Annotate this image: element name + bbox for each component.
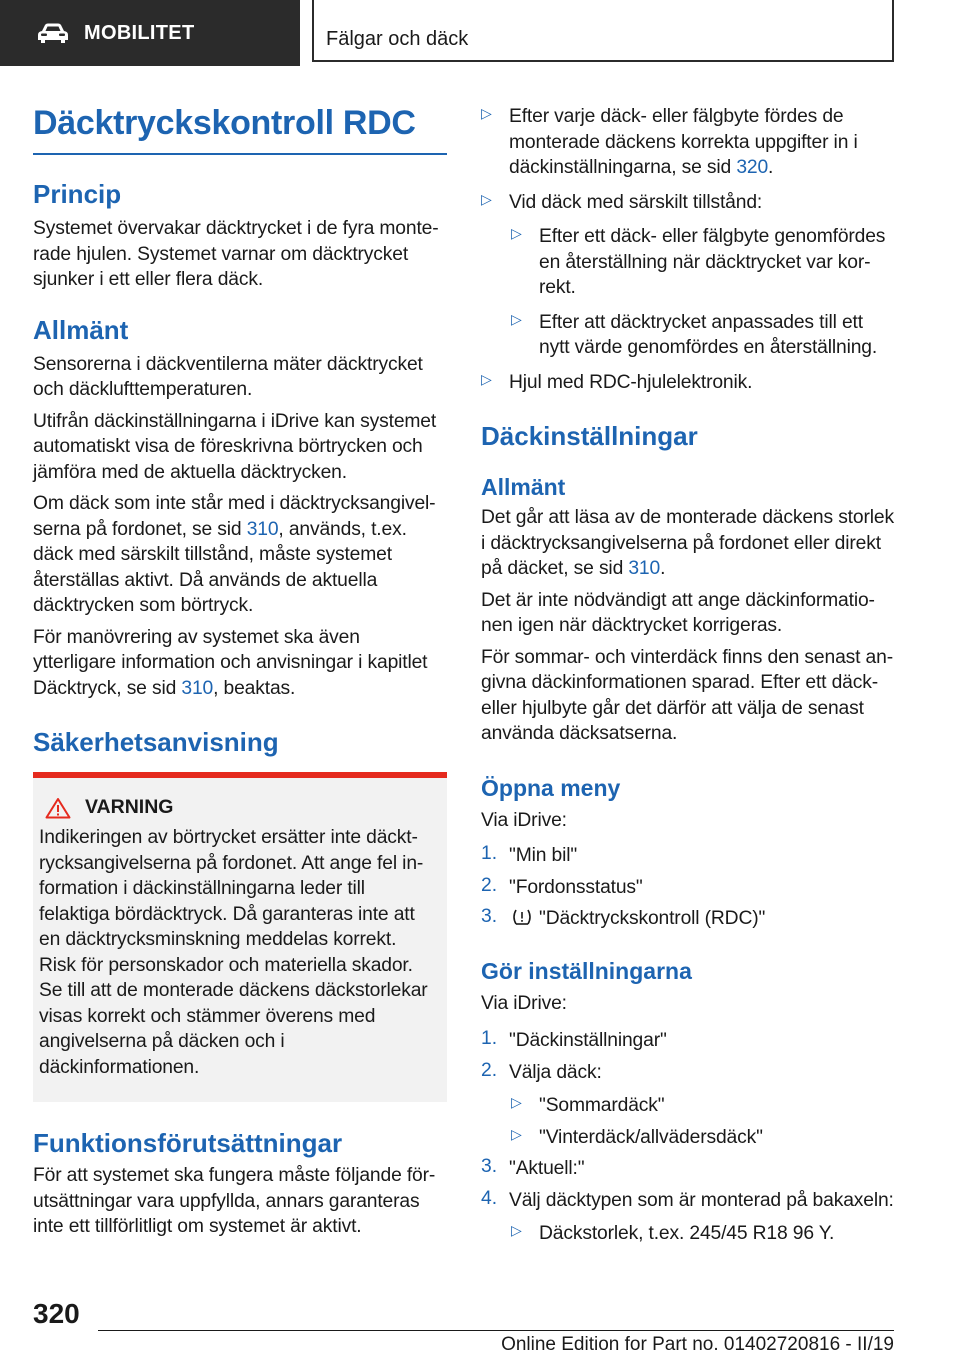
triangle-bullet-icon: ▷	[511, 310, 522, 327]
page-header	[0, 0, 960, 66]
list-item	[511, 310, 895, 361]
triangle-bullet-icon: ▷	[511, 225, 522, 241]
list-item	[481, 1060, 895, 1086]
warning-box	[33, 772, 447, 1102]
list-number: 2.	[481, 1059, 498, 1081]
warning-title	[39, 796, 437, 819]
chapter-tab	[312, 0, 894, 62]
left-column	[33, 100, 447, 1240]
allmant-p1: Sensorerna i däckventilerna mäter däcktrycket och däcklufttemperaturen.	[33, 353, 423, 400]
list-item	[481, 1188, 895, 1214]
allmant-p4	[33, 625, 447, 702]
page-link-310[interactable]: 310	[628, 558, 661, 579]
list-item	[481, 906, 895, 932]
heading-princip: Princip	[33, 179, 122, 209]
list-item	[511, 1221, 895, 1247]
triangle-bullet-icon: ▷	[481, 190, 492, 207]
list-item	[511, 1093, 895, 1119]
warning-triangle-icon	[45, 797, 71, 819]
step-text: Välja däck:	[509, 1061, 602, 1083]
dackinst-p2: Det är inte nödvändigt att ange däckinformationen igen när däcktrycket korrigeras.	[481, 589, 875, 636]
allmant-p3-text: Om däck som inte står med i däcktrycksangivelserna på fordonet, se sid	[33, 493, 436, 540]
heading-funktion: Funktionsförutsättningar	[33, 1128, 343, 1158]
right-column	[481, 100, 895, 1247]
page-link-320[interactable]: 320	[736, 157, 769, 178]
warning-label: VARNING	[85, 796, 174, 818]
princip-text: Systemet övervakar däcktrycket i de fyra monterade hjulen. Systemet varnar om däcktrycket sjunker i ett eller flera däck.	[33, 218, 439, 290]
triangle-bullet-icon: ▷	[511, 1094, 522, 1110]
list-item	[481, 104, 895, 181]
heading-sakerhet: Säkerhetsanvisning	[33, 727, 279, 757]
heading-allmant-2: Allmänt	[481, 474, 566, 500]
list-number: 1.	[481, 843, 498, 864]
allmant-p4-text-end: , beaktas.	[213, 677, 296, 699]
list-number: 3.	[481, 906, 498, 927]
heading-gor-installningarna: Gör inställningarna	[481, 957, 692, 984]
bullet-text: Hjul med RDC-hjulelektronik.	[509, 371, 753, 393]
heading-allmant: Allmänt	[33, 314, 129, 345]
triangle-bullet-icon: ▷	[481, 370, 492, 387]
step-text: Välj däcktypen som är monterad på bakaxeln:	[509, 1189, 894, 1211]
page-link-310[interactable]: 310	[246, 518, 279, 540]
list-number: 2.	[481, 874, 498, 896]
oppna-via: Via iDrive:	[481, 809, 567, 831]
triangle-bullet-icon: ▷	[481, 105, 492, 121]
section-label: MOBILITET	[84, 21, 195, 44]
bullet-text: "Vinterdäck/allvädersdäck"	[539, 1126, 763, 1148]
heading-dackinstallningar: Däckinställningar	[481, 421, 698, 451]
list-item	[481, 190, 895, 216]
list-item	[481, 875, 895, 901]
step-text: "Aktuell:"	[509, 1158, 585, 1179]
warning-text: Indikeringen av börtrycket ersätter inte däcktrycksangivelserna på fordonet. Att ange fel information i däckinställningarna leder till felaktiga bördäcktryck. Då garanteras inte att en däcktrycksminskning meddelas korrekt. Risk för personskador och materiella skador. Se till att de monterade däckens däckstorlekar visas korrekt och stämmer överens med angivelserna på däcken och i däckinformationen.	[39, 827, 428, 1078]
list-item	[481, 1156, 895, 1182]
page-link-310[interactable]: 310	[181, 677, 214, 699]
list-item	[481, 1028, 895, 1054]
funktion-text: För att systemet ska fungera måste följande förutsättningar vara uppfyllda, annars garanteras inte ett tillförlitligt om systemet är aktivt.	[33, 1165, 436, 1237]
bullet-text: "Sommardäck"	[539, 1095, 665, 1116]
triangle-bullet-icon: ▷	[511, 1125, 522, 1142]
triangle-bullet-icon: ▷	[511, 1222, 522, 1238]
gor-via: Via iDrive:	[481, 992, 567, 1014]
heading-oppna-meny: Öppna meny	[481, 774, 621, 801]
bullet-text: Vid däck med särskilt tillstånd:	[509, 191, 763, 213]
step-text: "Däckinställningar"	[509, 1030, 667, 1051]
list-number: 3.	[481, 1156, 498, 1177]
allmant-p4-text: För manövrering av systemet ska även ytterligare information och anvisningar i kapitlet Däcktryck, se sid	[33, 626, 428, 699]
page-title: Däcktryckskontroll RDC	[33, 100, 447, 155]
list-item	[511, 1125, 895, 1151]
dackinst-p1	[481, 505, 895, 582]
menu-step-text: "Däcktryckskontroll (RDC)"	[539, 908, 766, 929]
tire-pressure-icon	[511, 908, 533, 926]
car-icon	[36, 22, 70, 44]
dackinst-p1-text: Det går att läsa av de monterade däckens storlek i däcktrycksangivelserna på fordonet eller direkt på däcket, se sid	[481, 507, 894, 579]
list-item	[481, 370, 895, 396]
bullet-text: Efter att däcktrycket anpassades till ett nytt värde genomfördes en återställning.	[539, 311, 878, 358]
bullet-text: Däckstorlek, t.ex. 245/45 R18 96 Y.	[539, 1223, 835, 1244]
chapter-label: Fälgar och däck	[326, 28, 469, 50]
menu-step-text: "Fordonsstatus"	[509, 876, 643, 898]
allmant-p3-text-end: , används, t.ex. däck med särskilt tillstånd, måste systemet återställas aktivt. Då används de aktuella däcktrycken som börtryck.	[33, 518, 407, 616]
bullet-text: Efter varje däck- eller fälgbyte fördes de monterade däckens korrekta uppgifter in i däckinställningarna, se sid	[509, 106, 858, 178]
list-item	[511, 224, 895, 301]
page-number: 320	[33, 1298, 80, 1329]
allmant-p2: Utifrån däckinställningarna i iDrive kan systemet automatiskt visa de föreskrivna börtrycken och jämföra med de aktuella däcktrycken.	[33, 410, 437, 483]
section-tab	[0, 0, 300, 66]
menu-step-text: "Min bil"	[509, 845, 578, 866]
list-number: 4.	[481, 1187, 498, 1209]
list-number: 1.	[481, 1028, 498, 1049]
footer-edition: Online Edition for Part no. 01402720816 - II/19	[501, 1334, 894, 1355]
bullet-text: Efter ett däck- eller fälgbyte genomfördes en återställning när däcktrycket var korrekt.	[539, 226, 886, 298]
list-item	[481, 843, 895, 869]
bullet-text-end: .	[768, 157, 774, 178]
dackinst-p3: För sommar- och vinterdäck finns den senast angivna däckinformationen sparad. Efter ett däck- eller hjulbyte går det därför att välja de senast använda däcksatserna.	[481, 646, 894, 744]
allmant-p3	[33, 491, 447, 619]
footer-divider	[98, 1330, 894, 1331]
dackinst-p1-text-end: .	[660, 558, 666, 579]
